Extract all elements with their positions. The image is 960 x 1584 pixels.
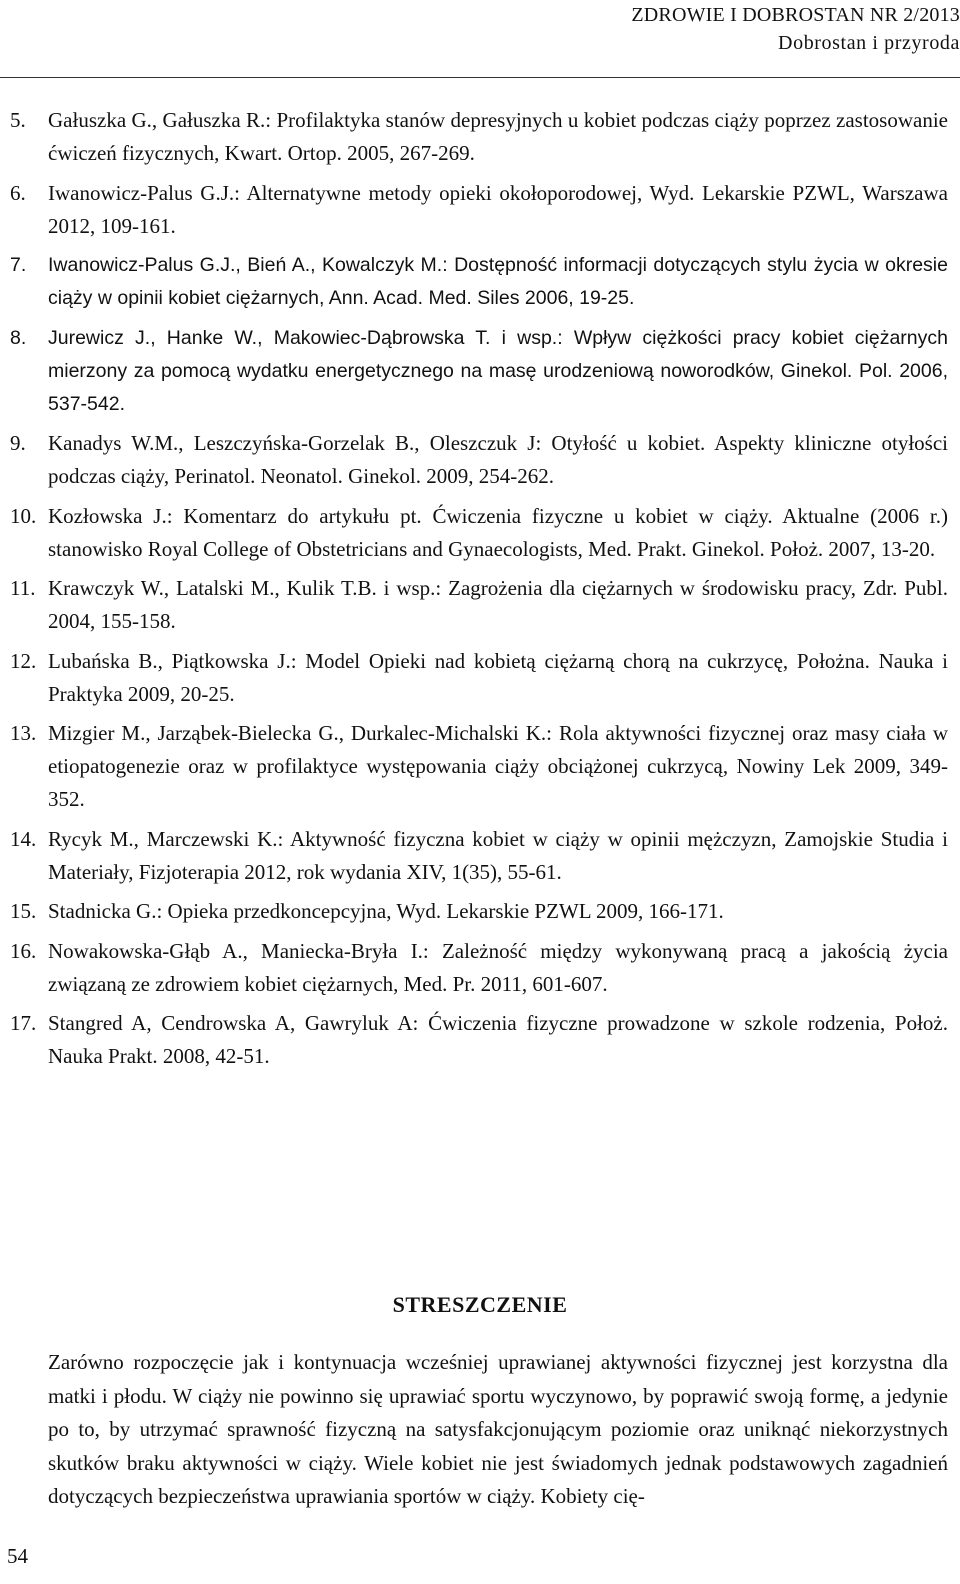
reference-number: 14. bbox=[10, 826, 37, 851]
section-title: Dobrostan i przyroda bbox=[778, 32, 960, 54]
reference-item bbox=[10, 104, 948, 170]
reference-item bbox=[10, 427, 948, 493]
reference-number: 8. bbox=[10, 326, 27, 349]
reference-text: Kanadys W.M., Leszczyńska-Gorzelak B., Oleszczuk J: Otyłość u kobiet. Aspekty kliniczne otyłości podczas ciąży, Perinatol. Neonatol. Ginekol. 2009, 254-262. bbox=[48, 431, 948, 488]
reference-text: Iwanowicz-Palus G.J., Bień A., Kowalczyk M.: Dostępność informacji dotyczących stylu życia w okresie ciąży w opinii kobiet ciężarnych, Ann. Acad. Med. Siles 2006, 19-25. bbox=[48, 254, 948, 309]
reference-text: Jurewicz J., Hanke W., Makowiec-Dąbrowska T. i wsp.: Wpływ ciężkości pracy kobiet ciężarnych mierzony za pomocą wydatku energetycznego na masę urodzeniową noworodków, Ginekol. Pol. 2006, 537-542. bbox=[48, 326, 948, 415]
reference-number: 5. bbox=[10, 108, 26, 132]
reference-text: Lubańska B., Piątkowska J.: Model Opieki nad kobietą ciężarną chorą na cukrzycę, Położna. Nauka i Praktyka 2009, 20-25. bbox=[48, 648, 948, 706]
reference-number: 7. bbox=[10, 254, 27, 276]
reference-list bbox=[10, 104, 948, 1080]
reference-number: 10. bbox=[10, 503, 37, 528]
reference-number: 9. bbox=[10, 431, 26, 455]
reference-text: Stangred A, Cendrowska A, Gawryluk A: Ćwiczenia fizyczne prowadzone w szkole rodzenia, Położ. Nauka Prakt. 2008, 42-51. bbox=[48, 1011, 948, 1068]
reference-item bbox=[10, 1007, 948, 1073]
reference-item bbox=[10, 935, 948, 1001]
reference-item bbox=[10, 895, 948, 928]
journal-title: ZDROWIE I DOBROSTAN NR 2/2013 bbox=[631, 4, 960, 26]
reference-number: 13. bbox=[10, 721, 37, 745]
reference-item bbox=[10, 645, 948, 711]
reference-item bbox=[10, 177, 948, 243]
reference-text: Gałuszka G., Gałuszka R.: Profilaktyka stanów depresyjnych u kobiet podczas ciąży poprzez zastosowanie ćwiczeń fizycznych, Kwart. Ortop. 2005, 267-269. bbox=[48, 108, 948, 165]
reference-text: Kozłowska J.: Komentarz do artykułu pt. Ćwiczenia fizyczne u kobiet w ciąży. Aktualne (2006 r.) stanowisko Royal College of Obstetricians and Gynaecologists, Med. Prakt. Ginekol. Położ. 2007, 13-20. bbox=[48, 503, 948, 561]
reference-number: 16. bbox=[10, 938, 37, 963]
reference-item bbox=[10, 500, 948, 566]
reference-text: Rycyk M., Marczewski K.: Aktywność fizyczna kobiet w ciąży w opinii mężczyzn, Zamojskie Studia i Materiały, Fizjoterapia 2012, rok wydania XIV, 1(35), 55-61. bbox=[48, 826, 948, 884]
page-number: 54 bbox=[7, 1544, 28, 1568]
reference-text: Stadnicka G.: Opieka przedkoncepcyjna, Wyd. Lekarskie PZWL 2009, 166-171. bbox=[48, 899, 724, 923]
reference-number: 15. bbox=[10, 899, 37, 923]
reference-number: 12. bbox=[10, 648, 37, 673]
reference-text: Mizgier M., Jarząbek-Bielecka G., Durkalec-Michalski K.: Rola aktywności fizycznej oraz masy ciała w etiopatogenezie oraz w profilaktyce występowania ciąży obciążonej cukrzycą, Nowiny Lek 2009, 349-352. bbox=[48, 721, 948, 811]
reference-text: Krawczyk W., Latalski M., Kulik T.B. i wsp.: Zagrożenia dla ciężarnych w środowisku pracy, Zdr. Publ. 2004, 155-158. bbox=[48, 576, 948, 633]
reference-item bbox=[10, 717, 948, 816]
reference-item bbox=[10, 249, 948, 315]
summary-heading: STRESZCZENIE bbox=[392, 1292, 568, 1317]
reference-item bbox=[10, 322, 948, 421]
reference-number: 6. bbox=[10, 180, 26, 205]
reference-item bbox=[10, 823, 948, 889]
reference-text: Nowakowska-Głąb A., Maniecka-Bryła I.: Zależność między wykonywaną pracą a jakością życia związaną ze zdrowiem kobiet ciężarnych, Med. Pr. 2011, 601-607. bbox=[48, 938, 948, 996]
reference-number: 17. bbox=[10, 1011, 37, 1035]
summary-paragraph: Zarówno rozpoczęcie jak i kontynuacja wcześniej uprawianej aktywności fizycznej jest korzystna dla matki i płodu. W ciąży nie powinno się uprawiać sportu wyczynowo, by poprawić swoją formę, a jedynie po to, by utrzymać sprawność fizyczną na satysfakcjonującym poziomie oraz uniknąć niekorzystnych skutków braku aktywności w ciąży. Wiele kobiet nie jest świadomych jednak podstawowych zagadnień dotyczących bezpieczeństwa uprawiania sportów w ciąży. Kobiety cię- bbox=[48, 1350, 948, 1509]
reference-text: Iwanowicz-Palus G.J.: Alternatywne metody opieki okołoporodowej, Wyd. Lekarskie PZWL, Warszawa 2012, 109-161. bbox=[48, 180, 948, 238]
reference-item bbox=[10, 572, 948, 638]
reference-number: 11. bbox=[10, 576, 36, 600]
page-header bbox=[0, 0, 960, 78]
